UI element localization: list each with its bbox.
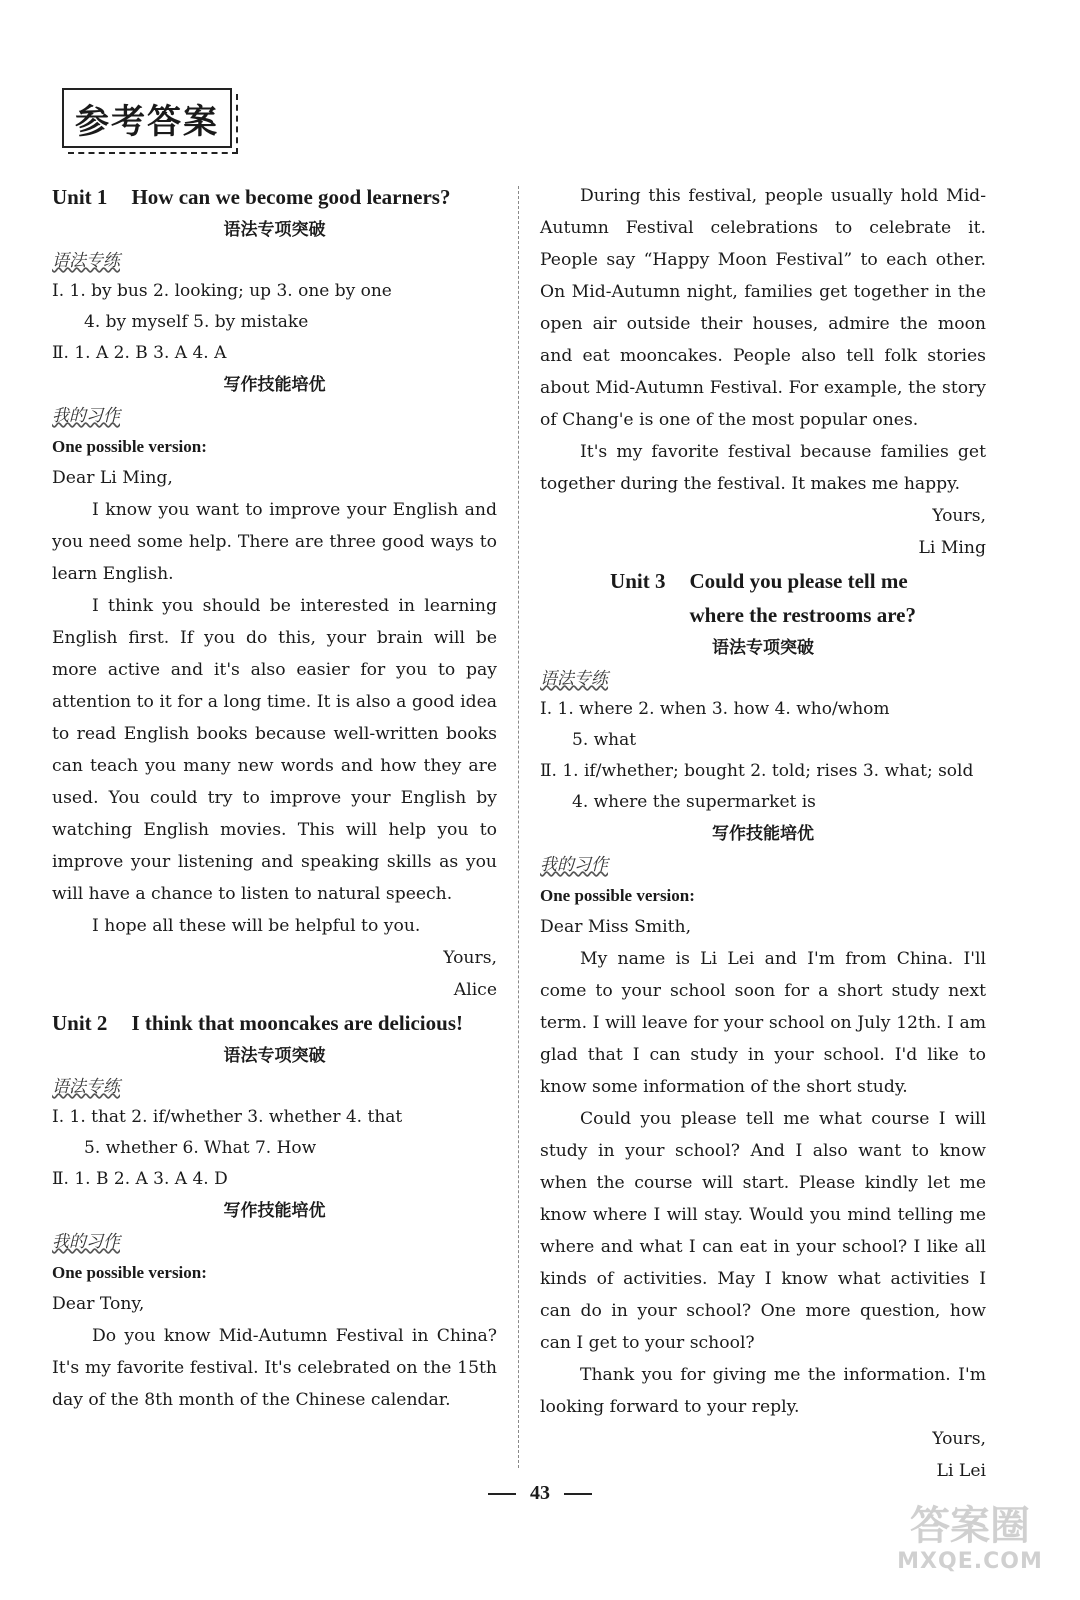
unit1-signature: Alice	[453, 980, 497, 1000]
header-title: 参考答案	[75, 101, 219, 142]
unit2-writing-heading: 写作技能培优	[223, 1201, 326, 1221]
unit1-answers-i-line2: 4. by myself 5. by mistake	[84, 312, 309, 332]
unit2-number: Unit 2	[52, 1011, 108, 1035]
column-divider	[518, 186, 519, 1468]
unit1-title-text: How can we become good learners?	[131, 185, 451, 209]
unit1-grammar-heading: 语法专项突破	[223, 220, 326, 240]
site-watermark	[880, 1504, 1060, 1582]
unit3-writing-heading: 写作技能培优	[712, 824, 814, 844]
unit1-number: Unit 1	[52, 185, 108, 209]
unit3-answers-i-line2: 5. what	[572, 730, 637, 750]
unit3-version-label: One possible version:	[540, 886, 695, 905]
unit1-writing-label: 我的习作	[52, 406, 120, 426]
unit3-number: Unit 3	[610, 569, 666, 593]
left-column	[52, 180, 497, 1416]
unit3-grammar-label: 语法专练	[540, 669, 608, 689]
unit1-answers-i-line1: Ⅰ. 1. by bus 2. looking; up 3. one by one	[52, 281, 392, 301]
unit3-paragraph-1: My name is Li Lei and I'm from China. I'll come to your school soon for a short study next term. I will leave for your school on July 12th. I am glad that I can study in your school. I'd like to know some information of the short study.	[540, 949, 986, 1097]
unit1-grammar-label: 语法专练	[52, 251, 120, 271]
unit3-grammar-heading: 语法专项突破	[712, 638, 814, 658]
page-number-text: 43	[530, 1482, 550, 1504]
unit3-writing-label: 我的习作	[540, 855, 608, 875]
page-number	[0, 1482, 1080, 1505]
unit1-paragraph-3: I hope all these will be helpful to you.	[92, 916, 421, 936]
unit3-answers-ii-line2: 4. where the supermarket is	[572, 792, 816, 812]
unit2-paragraph-3: It's my favorite festival because families get together during the festival. It makes me happy.	[540, 442, 986, 494]
unit3-title-line2: where the restrooms are?	[689, 603, 916, 627]
unit3-greeting: Dear Miss Smith,	[540, 917, 692, 937]
unit1-closing: Yours,	[443, 948, 497, 968]
unit2-writing-label: 我的习作	[52, 1232, 120, 1252]
unit1-version-label: One possible version:	[52, 437, 207, 456]
unit2-signature: Li Ming	[918, 538, 986, 558]
watermark-logo-text: 答案圈	[910, 1503, 1030, 1549]
unit3-paragraph-3: Thank you for giving me the information. I'm looking forward to your reply.	[540, 1365, 986, 1417]
unit3-closing: Yours,	[932, 1429, 986, 1449]
unit1-writing-heading: 写作技能培优	[223, 375, 326, 395]
unit2-grammar-heading: 语法专项突破	[223, 1046, 326, 1066]
right-column	[540, 180, 986, 1487]
watermark-domain: MXQE.COM	[897, 1549, 1043, 1574]
unit2-grammar-label: 语法专练	[52, 1077, 120, 1097]
unit2-title	[52, 1006, 497, 1040]
unit2-title-text: I think that mooncakes are delicious!	[131, 1011, 463, 1035]
unit2-answers-i-line1: Ⅰ. 1. that 2. if/whether 3. whether 4. that	[52, 1107, 403, 1127]
answer-key-header	[62, 88, 232, 148]
unit2-paragraph-2: During this festival, people usually hold Mid-Autumn Festival celebrations to celebrate it. People say “Happy Moon Festival” to each other. On Mid-Autumn night, families get together in the open air outside their houses, admire the moon and eat mooncakes. People also tell folk stories about Mid-Autumn Festival. For example, the story of Chang'e is one of the most popular ones.	[540, 186, 986, 430]
unit2-answers-i-line2: 5. whether 6. What 7. How	[84, 1138, 317, 1158]
unit1-paragraph-1: I know you want to improve your English and you need some help. There are three good ways to learn English.	[52, 500, 497, 584]
unit3-title	[540, 564, 986, 632]
unit2-greeting: Dear Tony,	[52, 1294, 145, 1314]
unit1-greeting: Dear Li Ming,	[52, 468, 173, 488]
unit2-answers-ii: Ⅱ. 1. B 2. A 3. A 4. D	[52, 1169, 228, 1189]
unit1-paragraph-2: I think you should be interested in learning English first. If you do this, your brain will be more active and it's also easier for you to pay attention to it for a long time. It is also a good idea to read English books because well-written books can teach you many new words and how they are used. You could try to improve your English by watching English movies. This will help you to improve your listening and speaking skills as you will have a chance to listen to natural speech.	[52, 596, 497, 904]
unit2-paragraph-1: Do you know Mid-Autumn Festival in China? It's my favorite festival. It's celebrated on the 15th day of the 8th month of the Chinese calendar.	[52, 1326, 497, 1410]
unit1-title	[52, 180, 497, 214]
unit2-closing: Yours,	[932, 506, 986, 526]
unit3-title-line1: Could you please tell me	[689, 569, 908, 593]
unit3-answers-ii-line1: Ⅱ. 1. if/whether; bought 2. told; rises 3. what; sold	[540, 761, 974, 781]
unit2-version-label: One possible version:	[52, 1263, 207, 1282]
unit1-answers-ii: Ⅱ. 1. A 2. B 3. A 4. A	[52, 343, 227, 363]
unit3-paragraph-2: Could you please tell me what course I will study in your school? And I also want to know when the course will start. Please kindly let me know where I will stay. Would you mind telling me where and what I can eat in your school? I like all kinds of activities. May I know what activities I can do in your school? One more question, how can I get to your school?	[540, 1109, 986, 1353]
unit3-signature: Li Lei	[936, 1461, 986, 1481]
unit3-answers-i-line1: Ⅰ. 1. where 2. when 3. how 4. who/whom	[540, 699, 890, 719]
